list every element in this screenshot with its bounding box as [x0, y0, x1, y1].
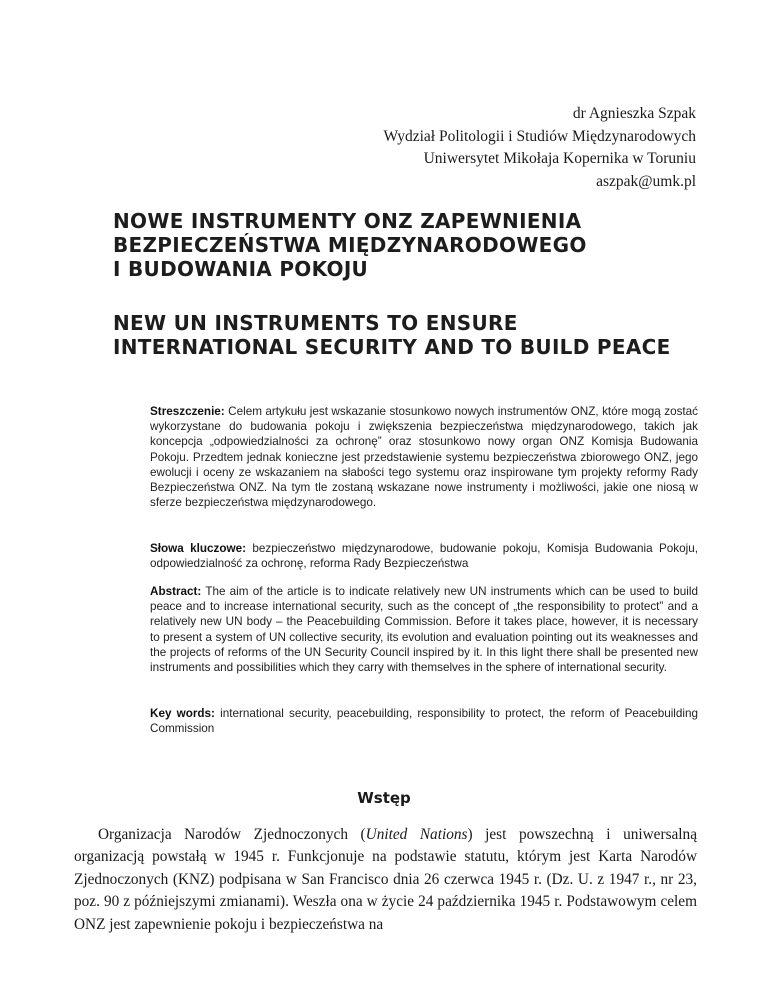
intro-paragraph — [74, 824, 697, 936]
slowa-kluczowe-text: bezpieczeństwo międzynarodowe, budowanie pokoju, Komisja Budowania Pokoju, odpowiedzialność za ochronę, reforma Rady Bezpieczeństwa — [150, 542, 698, 571]
author-email: aszpak@umk.pl — [596, 172, 696, 190]
title-english — [113, 311, 713, 359]
intro-text-part2: ) jest powszechną i uniwersalną organizacją powstałą w 1945 r. Funkcjonuje na podstawie statutu, którym jest Karta Narodów Zjednoczonych (KNZ) podpisana w San Francisco dnia 26 czerwca 1945 r. (Dz. U. z 1947 r., nr 23, poz. 90 z późniejszymi zmianami). Weszła ona w życie 24 października 1945 r. Podstawowym celem ONZ jest zapewnienie pokoju i bezpieczeństwa na — [74, 826, 697, 933]
abstract-text: The aim of the article is to indicate relatively new UN instruments which can be used to build peace and to increase international security, such as the concept of „the responsibility to protect” and a relatively new UN body – the Peacebuilding Commission. Before it takes place, however, it is necessary to present a system of UN collective security, its evolution and evaluation pointing out its weaknesses and the projects of reforms of the UN Security Council inspired by it. In this light there shall be presented new instruments and possibilities which they carry with themselves in the sphere of international security. — [150, 585, 698, 675]
section-heading: Wstęp — [357, 789, 411, 807]
slowa-kluczowe-label: Słowa kluczowe: — [150, 542, 246, 555]
title-polish-line: I BUDOWANIA POKOJU — [113, 257, 369, 281]
key-words-text: international security, peacebuilding, responsibility to protect, the reform of Peacebuilding Commission — [150, 707, 699, 736]
streszczenie-text: Celem artykułu jest wskazanie stosunkowo nowych instrumentów ONZ, które mogą zostać wykorzystane do budowania pokoju i zwiększenia bezpieczeństwa międzynarodowego, takich jak koncepcja „odpowiedzialności za ochronę” oraz stosunkowo nowy organ ONZ Komisja Budowania Pokoju. Przedtem jednak konieczne jest przedstawienie systemu bezpieczeństwa zbiorowego ONZ, jego ewolucji i oceny ze wskazaniem na słabości tego systemu oraz inspirowane tym projekty reformy Rady Bezpieczeństwa ONZ. Na tym tle zostaną wskazane nowe instrumenty i możliwości, jakie one niosą w sferze bezpieczeństwa międzynarodowego. — [150, 405, 698, 510]
abstract-paragraph — [150, 584, 698, 675]
title-polish-line: BEZPIECZEŃSTWA MIĘDZYNARODOWEGO — [113, 233, 587, 257]
title-polish-line: NOWE INSTRUMENTY ONZ ZAPEWNIENIA — [113, 209, 582, 233]
streszczenie-paragraph — [150, 404, 698, 510]
slowa-kluczowe-paragraph — [150, 541, 698, 571]
title-english-line: NEW UN INSTRUMENTS TO ENSURE — [113, 311, 518, 335]
author-university: Uniwersytet Mikołaja Kopernika w Toruniu — [423, 150, 696, 167]
author-faculty: Wydział Politologii i Studiów Międzynarodowych — [383, 127, 696, 145]
key-words-label: Key words: — [150, 707, 215, 720]
intro-italic-term: United Nations — [365, 826, 468, 843]
title-polish — [113, 209, 713, 281]
title-english-line: INTERNATIONAL SECURITY AND TO BUILD PEACE — [113, 335, 671, 359]
key-words-paragraph — [150, 706, 698, 736]
abstract-label: Abstract: — [150, 585, 202, 598]
intro-text-part1: Organizacja Narodów Zjednoczonych ( — [98, 826, 366, 843]
author-block — [384, 103, 696, 193]
author-name: dr Agnieszka Szpak — [572, 105, 696, 122]
streszczenie-label: Streszczenie: — [150, 405, 225, 418]
